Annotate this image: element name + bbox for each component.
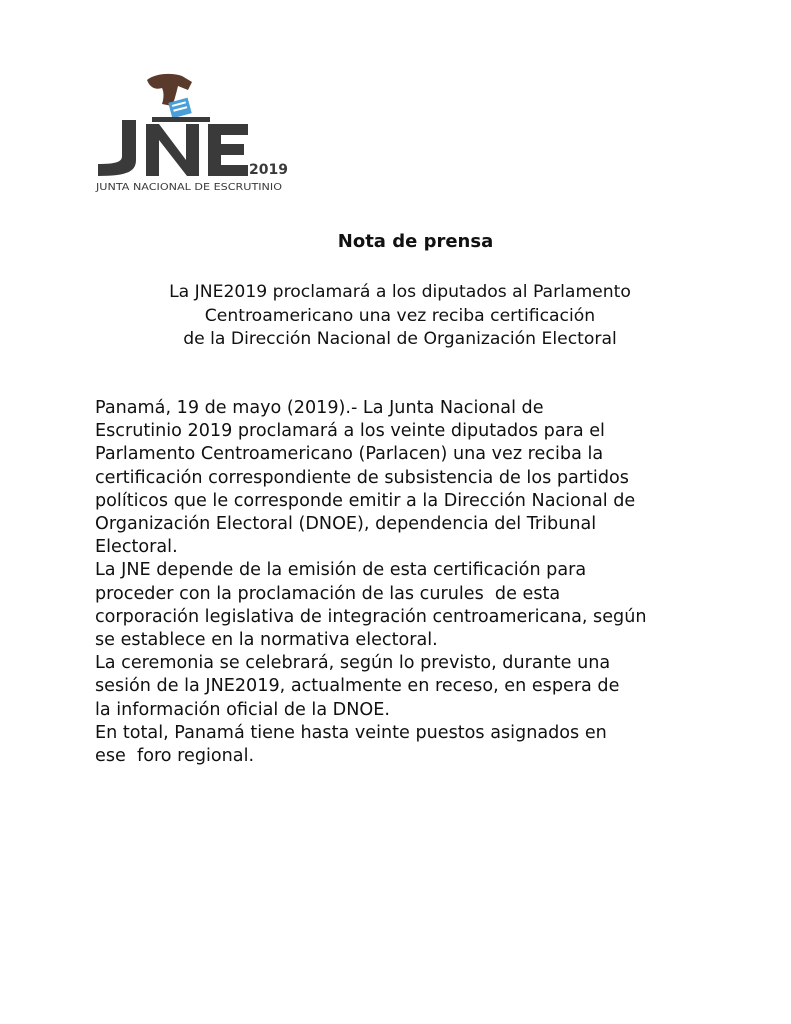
body-line: proceder con la proclamación de las curules de esta [95, 583, 561, 604]
body-line: La JNE depende de la emisión de esta certificación para [95, 560, 587, 581]
body-line: la información oficial de la DNOE. [95, 699, 390, 720]
body-line: Parlamento Centroamericano (Parlacen) una vez reciba la [95, 444, 604, 465]
body-line: políticos que le corresponde emitir a la Dirección Nacional de [95, 490, 636, 511]
body-line: se establece en la normativa electoral. [95, 630, 438, 651]
body-line: En total, Panamá tiene hasta veinte puestos asignados en [95, 722, 607, 743]
body-line: certificación correspondiente de subsistencia de los partidos [95, 467, 629, 488]
headline [100, 281, 700, 352]
document-title: Nota de prensa [337, 231, 494, 252]
body-line: sesión de la JNE2019, actualmente en receso, en espera de [95, 676, 620, 697]
body-line: Escrutinio 2019 proclamará a los veinte diputados para el [95, 421, 605, 442]
body-line: Organización Electoral (DNOE), dependencia del Tribunal [95, 514, 597, 535]
body-line: La ceremonia se celebrará, según lo previsto, durante una [95, 653, 611, 674]
body-line: ese foro regional. [95, 746, 255, 767]
body-line: Electoral. [95, 537, 178, 558]
headline-line: Centroamericano una vez reciba certificación [204, 305, 596, 326]
svg-text:2019: 2019 [249, 162, 288, 178]
headline-line: La JNE2019 proclamará a los diputados al Parlamento [169, 282, 631, 302]
body-text [95, 397, 735, 768]
headline-line: de la Dirección Nacional de Organización Electoral [183, 329, 617, 349]
body-line: corporación legislativa de integración centroamericana, según [95, 606, 647, 627]
body-line: Panamá, 19 de mayo (2019).- La Junta Nacional de [95, 398, 544, 418]
svg-text:JUNTA NACIONAL DE ESCRUTINIO: JUNTA NACIONAL DE ESCRUTINIO [94, 182, 282, 193]
jne-logo [92, 68, 292, 193]
